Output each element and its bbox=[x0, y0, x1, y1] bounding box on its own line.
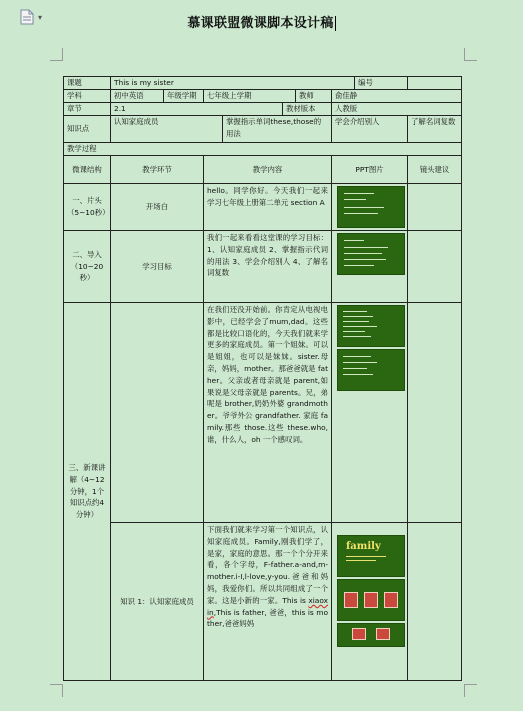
ppt-thumbnail[interactable] bbox=[337, 233, 405, 275]
structure-cell: 一、片头（5~10秒） bbox=[64, 184, 111, 231]
grade-value[interactable]: 七年级上学期 bbox=[204, 90, 296, 102]
content-cell[interactable]: 我们一起来看看这堂课的学习目标：1、认知家庭成员 2、掌握指示代词的用法 3、学会介绍别人 4、了解名词复数 bbox=[204, 231, 332, 303]
column-header: 镜头建议 bbox=[408, 156, 462, 184]
step-cell bbox=[111, 303, 204, 523]
shot-cell[interactable] bbox=[408, 184, 462, 231]
content-cell[interactable]: hello。同学你好。今天我们一起来学习七年级上册第二单元 section A bbox=[204, 184, 332, 231]
margin-mark-top-right bbox=[464, 48, 477, 61]
num-label: 编号 bbox=[358, 78, 373, 87]
column-header: 教学内容 bbox=[204, 156, 332, 184]
document-title[interactable] bbox=[0, 12, 523, 31]
ppt-cell bbox=[332, 523, 408, 681]
table-row bbox=[64, 90, 462, 103]
margin-mark-top-left bbox=[50, 48, 63, 61]
num-value[interactable] bbox=[408, 77, 462, 90]
text-cursor bbox=[335, 16, 336, 31]
ppt-thumbnail[interactable] bbox=[337, 623, 405, 647]
chapter-label: 章节 bbox=[64, 103, 111, 116]
ppt-thumbnail[interactable] bbox=[337, 349, 405, 391]
column-header: 教学环节 bbox=[111, 156, 204, 184]
margin-mark-bottom-right bbox=[464, 684, 477, 697]
ppt-cell bbox=[332, 184, 408, 231]
script-table bbox=[63, 76, 462, 681]
slide-title: family bbox=[346, 541, 381, 552]
ppt-thumbnail[interactable] bbox=[337, 579, 405, 621]
kp-introduce[interactable]: 学会介绍别人 bbox=[332, 116, 408, 143]
ppt-cell bbox=[332, 231, 408, 303]
kp-usage[interactable]: 掌握指示单词these,those的用法 bbox=[226, 117, 322, 138]
subject-value[interactable]: 初中英语 bbox=[111, 90, 164, 102]
column-header: PPT图片 bbox=[332, 156, 408, 184]
shot-cell[interactable] bbox=[408, 303, 462, 523]
topic-value[interactable]: This is my sister bbox=[111, 77, 355, 89]
table-row bbox=[64, 103, 462, 116]
document-title-text: 慕课联盟微课脚本设计稿 bbox=[187, 16, 334, 31]
margin-mark-bottom-left bbox=[50, 684, 63, 697]
step-cell: 知识 1：认知家庭成员 bbox=[111, 523, 204, 681]
content-cell[interactable] bbox=[204, 523, 332, 681]
table-row bbox=[64, 184, 462, 231]
grade-label: 年级学期 bbox=[167, 91, 197, 100]
chapter-value[interactable]: 2.1 bbox=[111, 103, 283, 115]
table-header-row bbox=[64, 156, 462, 184]
content-text: 下面我们就来学习第一个知识点，认知家庭成员。Family,刚我们学了，是家，家庭的意思。那一个个分开来看，各个字母，F-father.a-and,m-mother.i-I,l-love,y-you.爸爸和妈妈，我爱你们。所以共同组成了一个家。这是小新的一家。This is bbox=[207, 525, 328, 605]
teacher-value[interactable]: 俞佳静 bbox=[332, 90, 462, 103]
teacher-label: 教师 bbox=[299, 91, 314, 100]
kp-label: 知识点 bbox=[64, 116, 111, 143]
table-row bbox=[64, 143, 462, 156]
table-row bbox=[64, 303, 462, 523]
table-row bbox=[64, 77, 462, 90]
column-header: 微课结构 bbox=[64, 156, 111, 184]
ppt-thumbnail[interactable] bbox=[337, 186, 405, 228]
table-row bbox=[64, 116, 462, 143]
shot-cell[interactable] bbox=[408, 523, 462, 681]
content-name: xiaoxin bbox=[207, 595, 328, 617]
ppt-cell bbox=[332, 303, 408, 523]
edition-value[interactable]: 人教版 bbox=[332, 103, 462, 116]
edition-label: 教材版本 bbox=[286, 104, 316, 113]
step-cell: 学习目标 bbox=[111, 231, 204, 303]
step-cell: 开场白 bbox=[111, 184, 204, 231]
structure-cell: 三、新课讲解（4~12分钟，1个知识点约4分钟） bbox=[64, 303, 111, 681]
chevron-down-icon[interactable]: ▾ bbox=[38, 13, 43, 22]
ppt-thumbnail[interactable] bbox=[337, 535, 405, 577]
structure-cell: 二、导入（10~20秒） bbox=[64, 231, 111, 303]
table-row bbox=[64, 523, 462, 681]
content-cell[interactable]: 在我们还没开始前。你肯定从电视电影中，已经学会了mum,dad。这些都是比较口语化的，今天我们就来学更多的家庭成员。第一个姐妹。可以是姐姐，也可以是妹妹。sister.母亲，妈妈，mother。那爸爸就是 father。父亲或者母亲就是 parent,如果说是父母亲就是 parents。兄，弟呢是 brother,奶奶外婆 grandmother。爷爷外公 grandfather. 家庭 family.那些 those.这些 these.who,谁，什么人，oh 一个感叹词。 bbox=[204, 303, 332, 523]
table-row bbox=[64, 231, 462, 303]
process-label: 教学过程 bbox=[64, 143, 462, 156]
kp-plural[interactable]: 了解名词复数 bbox=[408, 116, 462, 143]
ppt-thumbnail[interactable] bbox=[337, 305, 405, 347]
topic-label: 课题 bbox=[64, 77, 111, 90]
content-text: ,This is father, 爸爸，this is mother,爸爸妈妈 bbox=[207, 607, 328, 629]
kp-value[interactable]: 认知家庭成员 bbox=[111, 116, 223, 142]
shot-cell[interactable] bbox=[408, 231, 462, 303]
subject-label: 学科 bbox=[64, 90, 111, 103]
